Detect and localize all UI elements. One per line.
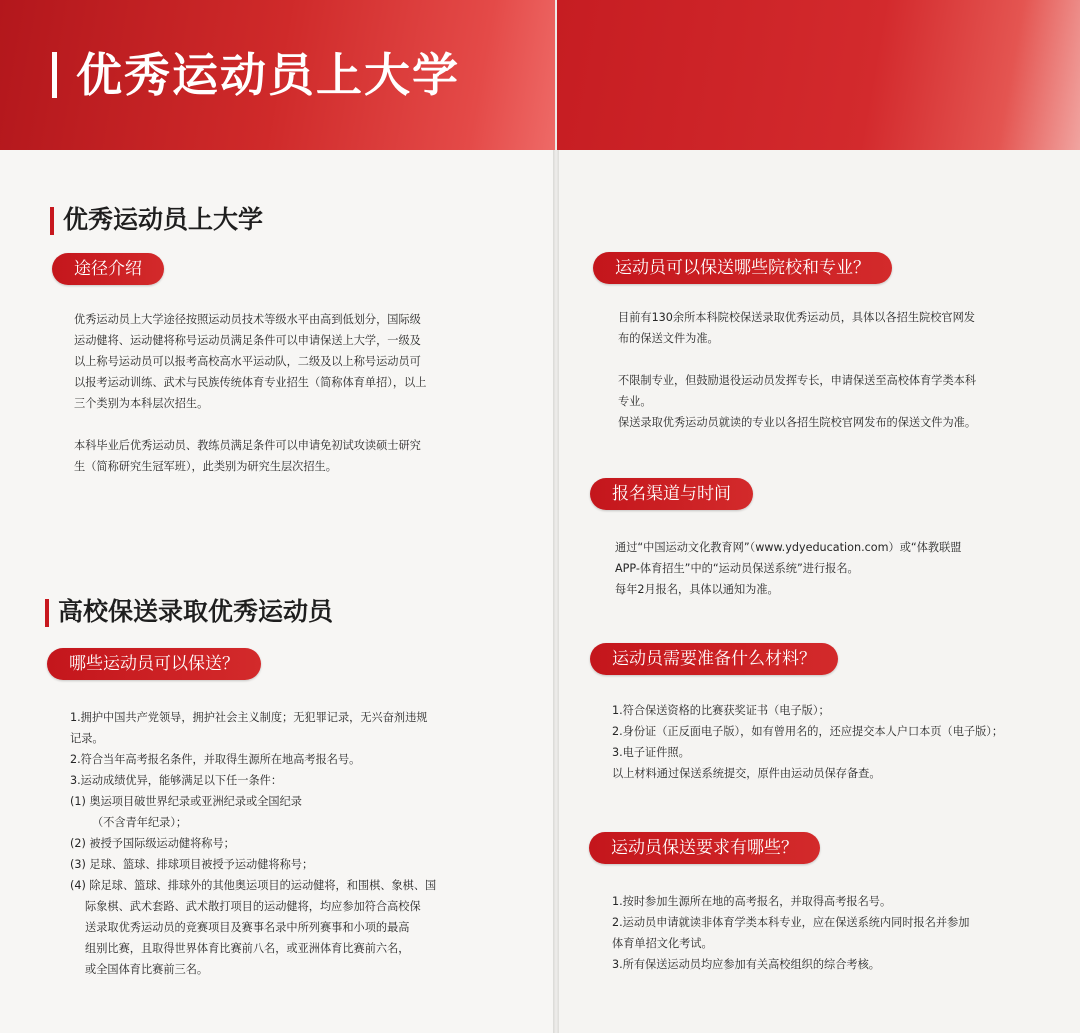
list-line: 记录。	[70, 732, 104, 745]
list-line: (3) 足球、篮球、排球项目被授予运动健将称号；	[70, 858, 314, 871]
text-line: 每年2月报名，具体以通知为准。	[615, 583, 779, 596]
text-line: 本科毕业后优秀运动员、教练员满足条件可以申请免初试攻读硕士研究	[74, 439, 421, 452]
text-line: 生（简称研究生冠军班），此类别为研究生层次招生。	[74, 460, 337, 473]
page-fold	[553, 0, 559, 1033]
list-line: (1) 奥运项目破世界纪录或亚洲纪录或全国纪录	[70, 795, 302, 808]
list-line: 组别比赛，且取得世界体育比赛前八名，或亚洲体育比赛前六名，	[85, 942, 410, 955]
requirements-text	[612, 891, 970, 975]
list-line: (2) 被授予国际级运动健将称号；	[70, 837, 235, 850]
registration-text	[615, 537, 961, 600]
text-line: 优秀运动员上大学途径按照运动员技术等级水平由高到低划分，国际级	[74, 313, 421, 326]
text-line: 体育单招文化考试。	[612, 937, 713, 950]
list-line: 际象棋、武术套路、武术散打项目的运动健将，均应参加符合高校保	[85, 900, 421, 913]
pathway-intro-text	[74, 309, 426, 477]
header-banner-right	[557, 0, 1080, 150]
list-line: （不含青年纪录）；	[92, 816, 188, 829]
text-line: 以上称号运动员可以报考高校高水平运动队，二级及以上称号运动员可	[74, 355, 421, 368]
text-line: 以报考运动训练、武术与民族传统体育专业招生（简称体育单招），以上	[74, 376, 427, 389]
text-line: 1.符合保送资格的比赛获奖证书（电子版）；	[612, 704, 830, 717]
text-line: 保送录取优秀运动员就读的专业以各招生院校官网发布的保送文件为准。	[618, 416, 977, 429]
header-banner-left	[0, 0, 555, 150]
banner-accent-bar	[52, 52, 57, 98]
section-accent-bar	[50, 207, 54, 235]
pill-which-schools: 运动员可以保送哪些院校和专业？	[593, 252, 892, 284]
text-line: 目前有130余所本科院校保送录取优秀运动员，具体以各招生院校官网发	[618, 311, 975, 324]
section-title: 优秀运动员上大学	[63, 205, 264, 234]
list-line: 送录取优秀运动员的竞赛项目及赛事名录中所列赛事和小项的最高	[85, 921, 410, 934]
text-line: 3.所有保送运动员均应参加有关高校组织的综合考核。	[612, 958, 880, 971]
pill-materials: 运动员需要准备什么材料？	[590, 643, 838, 675]
materials-text	[612, 700, 1003, 784]
right-page	[557, 0, 1080, 1033]
text-line: 不限制专业，但鼓励退役运动员发挥专长，申请保送至高校体育学类本科	[618, 374, 977, 387]
eligibility-list	[70, 707, 436, 980]
text-line: 以上材料通过保送系统提交，原件由运动员保存备查。	[612, 767, 881, 780]
pill-who-eligible: 哪些运动员可以保送？	[47, 648, 261, 680]
pill-requirements: 运动员保送要求有哪些？	[589, 832, 820, 864]
text-line: 三个类别为本科层次招生。	[74, 397, 209, 410]
list-line: 或全国体育比赛前三名。	[85, 963, 209, 976]
pill-registration: 报名渠道与时间	[590, 478, 753, 510]
text-line: 3.电子证件照。	[612, 746, 690, 759]
schools-text	[618, 307, 976, 433]
list-line: 1.拥护中国共产党领导，拥护社会主义制度；无犯罪记录，无兴奋剂违规	[70, 711, 428, 724]
text-line: 布的保送文件为准。	[618, 332, 719, 345]
section-accent-bar	[45, 599, 49, 627]
banner-title: 优秀运动员上大学	[76, 48, 460, 102]
text-line: APP-体育招生”中的“运动员保送系统”进行报名。	[615, 562, 859, 575]
pill-pathway-intro: 途径介绍	[52, 253, 164, 285]
text-line: 2.运动员申请就读非体育学类本科专业，应在保送系统内同时报名并参加	[612, 916, 970, 929]
list-line: (4) 除足球、篮球、排球外的其他奥运项目的运动健将，和围棋、象棋、国	[70, 879, 437, 892]
text-line: 1.按时参加生源所在地的高考报名，并取得高考报名号。	[612, 895, 892, 908]
text-line: 2.身份证（正反面电子版），如有曾用名的，还应提交本人户口本页（电子版）；	[612, 725, 1004, 738]
text-line: 运动健将、运动健将称号运动员满足条件可以申请保送上大学，一级及	[74, 334, 421, 347]
list-line: 2.符合当年高考报名条件，并取得生源所在地高考报名号。	[70, 753, 361, 766]
list-line: 3.运动成绩优异，能够满足以下任一条件：	[70, 774, 283, 787]
text-line: 通过“中国运动文化教育网”（www.ydyeducation.com）或“体教联盟	[615, 541, 962, 554]
text-line: 专业。	[618, 395, 652, 408]
section-title: 高校保送录取优秀运动员	[58, 597, 334, 626]
